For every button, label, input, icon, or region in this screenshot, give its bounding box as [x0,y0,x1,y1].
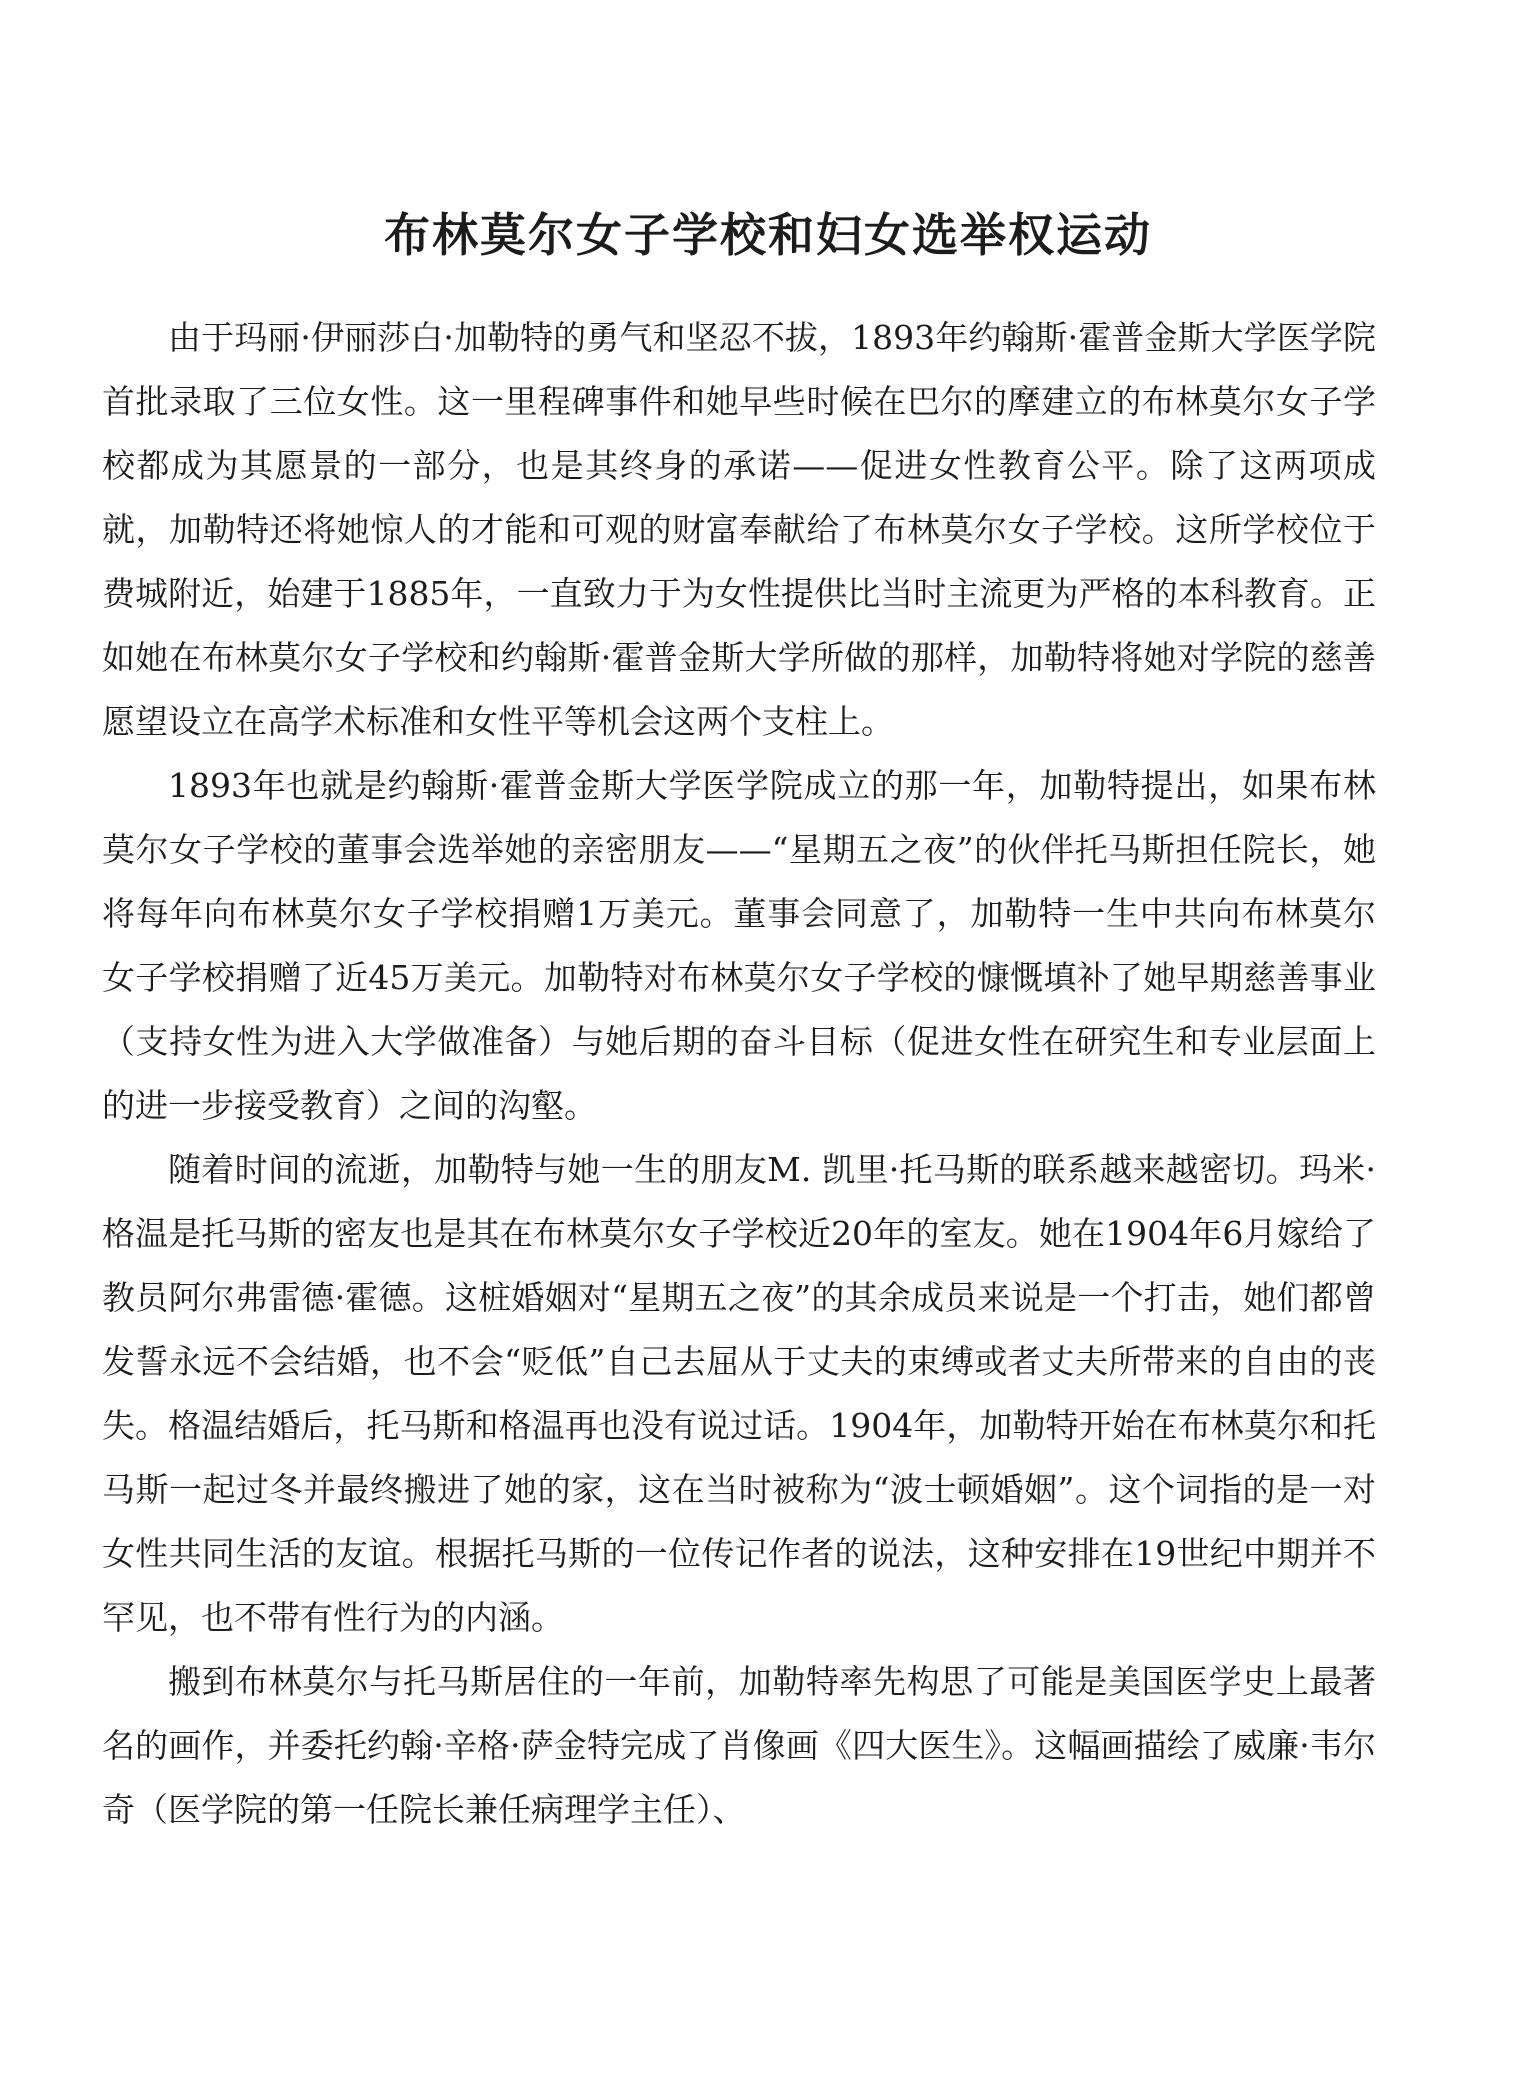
paragraph-4: 搬到布林莫尔与托马斯居住的一年前，加勒特率先构思了可能是美国医学史上最著名的画作，并委托约翰·辛格·萨金特完成了肖像画《四大医生》。这幅画描绘了威廉·韦尔奇（医学院的第一任院长兼任病理学主任）、 [102,1662,1376,1829]
chapter-title: 布林莫尔女子学校和妇女选举权运动 [384,207,1152,262]
chapter-body [102,306,1376,1842]
paragraph-3: 随着时间的流逝，加勒特与她一生的朋友M. 凯里·托马斯的联系越来越密切。玛米·格温是托马斯的密友也是其在布林莫尔女子学校近20年的室友。她在1904年6月嫁给了教员阿尔弗雷德·霍德。这桩婚姻对“星期五之夜”的其余成员来说是一个打击，她们都曾发誓永远不会结婚，也不会“贬低”自己去屈从于丈夫的束缚或者丈夫所带来的自由的丧失。格温结婚后，托马斯和格温再也没有说过话。1904年，加勒特开始在布林莫尔和托马斯一起过冬并最终搬进了她的家，这在当时被称为“波士顿婚姻”。这个词指的是一对女性共同生活的友谊。根据托马斯的一位传记作者的说法，这种安排在19世纪中期并不罕见，也不带有性行为的内涵。 [102,1150,1376,1637]
paragraph-2: 1893年也就是约翰斯·霍普金斯大学医学院成立的那一年，加勒特提出，如果布林莫尔女子学校的董事会选举她的亲密朋友——“星期五之夜”的伙伴托马斯担任院长，她将每年向布林莫尔女子学校捐赠1万美元。董事会同意了，加勒特一生中共向布林莫尔女子学校捐赠了近45万美元。加勒特对布林莫尔女子学校的慷慨填补了她早期慈善事业（支持女性为进入大学做准备）与她后期的奋斗目标（促进女性在研究生和专业层面上的进一步接受教育）之间的沟壑。 [102,766,1376,1125]
paragraph-1: 由于玛丽·伊丽莎白·加勒特的勇气和坚忍不拔，1893年约翰斯·霍普金斯大学医学院首批录取了三位女性。这一里程碑事件和她早些时候在巴尔的摩建立的布林莫尔女子学校都成为其愿景的一部分，也是其终身的承诺——促进女性教育公平。除了这两项成就，加勒特还将她惊人的才能和可观的财富奉献给了布林莫尔女子学校。这所学校位于费城附近，始建于1885年，一直致力于为女性提供比当时主流更为严格的本科教育。正如她在布林莫尔女子学校和约翰斯·霍普金斯大学所做的那样，加勒特将她对学院的慈善愿望设立在高学术标准和女性平等机会这两个支柱上。 [102,318,1376,741]
